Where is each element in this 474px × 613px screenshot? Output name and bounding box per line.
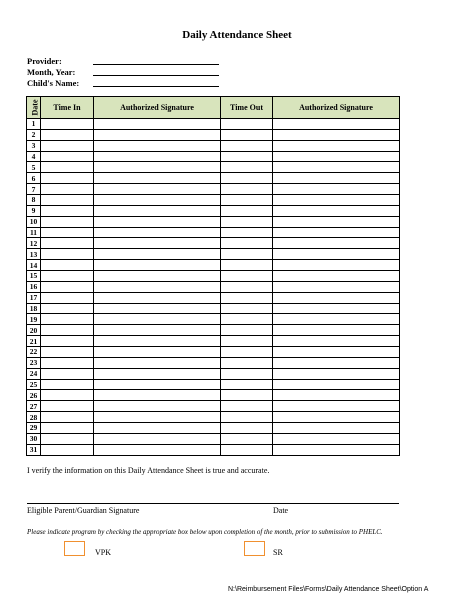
signature-in-cell[interactable] bbox=[94, 173, 221, 184]
verification-statement: I verify the information on this Daily Attendance Sheet is true and accurate. bbox=[27, 466, 270, 475]
signature-in-cell[interactable] bbox=[94, 184, 221, 195]
signature-in-cell[interactable] bbox=[94, 227, 221, 238]
signature-in-cell[interactable] bbox=[94, 249, 221, 260]
signature-in-cell[interactable] bbox=[94, 390, 221, 401]
signature-out-cell[interactable] bbox=[273, 216, 400, 227]
signature-in-cell[interactable] bbox=[94, 347, 221, 358]
time-in-cell[interactable] bbox=[41, 292, 94, 303]
childs-name-field[interactable] bbox=[93, 86, 219, 87]
signature-in-cell[interactable] bbox=[94, 238, 221, 249]
day-number-cell: 31 bbox=[27, 444, 41, 455]
table-row bbox=[27, 205, 400, 216]
signature-in-cell[interactable] bbox=[94, 162, 221, 173]
signature-out-cell[interactable] bbox=[273, 433, 400, 444]
time-out-cell[interactable] bbox=[221, 227, 273, 238]
vpk-label: VPK bbox=[95, 548, 112, 557]
table-row bbox=[27, 281, 400, 292]
time-in-cell[interactable] bbox=[41, 140, 94, 151]
time-out-cell[interactable] bbox=[221, 390, 273, 401]
table-row bbox=[27, 129, 400, 140]
month-year-label: Month, Year: bbox=[27, 67, 76, 77]
day-number-cell: 25 bbox=[27, 379, 41, 390]
table-row bbox=[27, 271, 400, 282]
time-out-cell[interactable] bbox=[221, 129, 273, 140]
table-row bbox=[27, 216, 400, 227]
signature-out-cell[interactable] bbox=[273, 119, 400, 130]
day-number-cell: 8 bbox=[27, 195, 41, 206]
day-number-cell: 1 bbox=[27, 119, 41, 130]
time-out-cell[interactable] bbox=[221, 357, 273, 368]
signature-out-cell[interactable] bbox=[273, 249, 400, 260]
signature-in-cell[interactable] bbox=[94, 357, 221, 368]
signature-out-cell[interactable] bbox=[273, 140, 400, 151]
table-row bbox=[27, 162, 400, 173]
day-number-cell: 9 bbox=[27, 205, 41, 216]
time-out-cell[interactable] bbox=[221, 303, 273, 314]
time-out-cell[interactable] bbox=[221, 271, 273, 282]
table-row bbox=[27, 292, 400, 303]
table-row bbox=[27, 303, 400, 314]
time-in-cell[interactable] bbox=[41, 281, 94, 292]
table-row bbox=[27, 119, 400, 130]
time-out-cell[interactable] bbox=[221, 195, 273, 206]
signature-in-cell[interactable] bbox=[94, 444, 221, 455]
table-row bbox=[27, 260, 400, 271]
time-out-cell[interactable] bbox=[221, 216, 273, 227]
table-row bbox=[27, 412, 400, 423]
day-number-cell: 4 bbox=[27, 151, 41, 162]
signature-out-cell[interactable] bbox=[273, 162, 400, 173]
time-in-cell[interactable] bbox=[41, 401, 94, 412]
day-number-cell: 23 bbox=[27, 357, 41, 368]
time-out-cell[interactable] bbox=[221, 379, 273, 390]
vpk-checkbox[interactable] bbox=[64, 541, 85, 556]
table-row bbox=[27, 433, 400, 444]
time-in-cell[interactable] bbox=[41, 433, 94, 444]
signature-in-cell[interactable] bbox=[94, 303, 221, 314]
time-in-cell[interactable] bbox=[41, 347, 94, 358]
time-out-cell[interactable] bbox=[221, 151, 273, 162]
provider-field[interactable] bbox=[93, 64, 219, 65]
time-out-cell[interactable] bbox=[221, 368, 273, 379]
time-out-cell[interactable] bbox=[221, 444, 273, 455]
time-out-cell[interactable] bbox=[221, 173, 273, 184]
day-number-cell: 3 bbox=[27, 140, 41, 151]
table-row bbox=[27, 423, 400, 434]
time-in-cell[interactable] bbox=[41, 314, 94, 325]
day-number-cell: 14 bbox=[27, 260, 41, 271]
day-number-cell: 16 bbox=[27, 281, 41, 292]
time-out-cell[interactable] bbox=[221, 347, 273, 358]
time-in-cell[interactable] bbox=[41, 205, 94, 216]
table-row bbox=[27, 227, 400, 238]
table-row bbox=[27, 336, 400, 347]
time-out-cell[interactable] bbox=[221, 423, 273, 434]
time-in-cell[interactable] bbox=[41, 444, 94, 455]
day-number-cell: 15 bbox=[27, 271, 41, 282]
authorized-signature-out-column-header: Authorized Signature bbox=[273, 97, 400, 119]
time-in-cell[interactable] bbox=[41, 184, 94, 195]
signature-in-cell[interactable] bbox=[94, 433, 221, 444]
signature-out-cell[interactable] bbox=[273, 347, 400, 358]
day-number-cell: 26 bbox=[27, 390, 41, 401]
time-in-cell[interactable] bbox=[41, 379, 94, 390]
day-number-cell: 24 bbox=[27, 368, 41, 379]
authorized-signature-in-column-header: Authorized Signature bbox=[94, 97, 221, 119]
time-in-cell[interactable] bbox=[41, 412, 94, 423]
time-in-cell[interactable] bbox=[41, 151, 94, 162]
time-in-cell[interactable] bbox=[41, 325, 94, 336]
signature-out-cell[interactable] bbox=[273, 368, 400, 379]
date-column-header: Date bbox=[27, 97, 41, 119]
day-number-cell: 17 bbox=[27, 292, 41, 303]
time-out-cell[interactable] bbox=[221, 281, 273, 292]
day-number-cell: 10 bbox=[27, 216, 41, 227]
time-in-cell[interactable] bbox=[41, 195, 94, 206]
signature-out-cell[interactable] bbox=[273, 151, 400, 162]
day-number-cell: 22 bbox=[27, 347, 41, 358]
signature-in-cell[interactable] bbox=[94, 216, 221, 227]
day-number-cell: 21 bbox=[27, 336, 41, 347]
signature-in-cell[interactable] bbox=[94, 423, 221, 434]
time-out-cell[interactable] bbox=[221, 249, 273, 260]
signature-in-cell[interactable] bbox=[94, 314, 221, 325]
signature-in-cell[interactable] bbox=[94, 119, 221, 130]
signature-out-cell[interactable] bbox=[273, 379, 400, 390]
time-out-cell[interactable] bbox=[221, 401, 273, 412]
time-in-cell[interactable] bbox=[41, 129, 94, 140]
day-number-cell: 6 bbox=[27, 173, 41, 184]
file-path-footer: N:\Reimbursement Files\Forms\Daily Attendance Sheet\Option A bbox=[228, 586, 429, 593]
signature-in-cell[interactable] bbox=[94, 336, 221, 347]
sr-label: SR bbox=[273, 548, 283, 557]
signature-out-cell[interactable] bbox=[273, 444, 400, 455]
signature-out-cell[interactable] bbox=[273, 423, 400, 434]
signature-out-cell[interactable] bbox=[273, 195, 400, 206]
time-out-cell[interactable] bbox=[221, 119, 273, 130]
time-out-column-header: Time Out bbox=[221, 97, 273, 119]
time-out-cell[interactable] bbox=[221, 238, 273, 249]
day-number-cell: 5 bbox=[27, 162, 41, 173]
signature-in-cell[interactable] bbox=[94, 368, 221, 379]
signature-in-cell[interactable] bbox=[94, 281, 221, 292]
signature-out-cell[interactable] bbox=[273, 281, 400, 292]
table-row bbox=[27, 238, 400, 249]
signature-out-cell[interactable] bbox=[273, 227, 400, 238]
time-in-cell[interactable] bbox=[41, 249, 94, 260]
table-header-row bbox=[27, 97, 400, 119]
time-out-cell[interactable] bbox=[221, 162, 273, 173]
day-number-cell: 30 bbox=[27, 433, 41, 444]
time-in-cell[interactable] bbox=[41, 336, 94, 347]
signature-in-cell[interactable] bbox=[94, 271, 221, 282]
day-number-cell: 7 bbox=[27, 184, 41, 195]
time-out-cell[interactable] bbox=[221, 325, 273, 336]
table-row bbox=[27, 379, 400, 390]
day-number-cell: 27 bbox=[27, 401, 41, 412]
time-in-cell[interactable] bbox=[41, 423, 94, 434]
signature-in-cell[interactable] bbox=[94, 379, 221, 390]
time-out-cell[interactable] bbox=[221, 412, 273, 423]
signature-in-cell[interactable] bbox=[94, 140, 221, 151]
time-out-cell[interactable] bbox=[221, 140, 273, 151]
parent-signature-label: Eligible Parent/Guardian Signature bbox=[27, 506, 140, 515]
signature-out-cell[interactable] bbox=[273, 238, 400, 249]
signature-in-cell[interactable] bbox=[94, 195, 221, 206]
table-row bbox=[27, 151, 400, 162]
signature-out-cell[interactable] bbox=[273, 357, 400, 368]
table-row bbox=[27, 184, 400, 195]
signature-out-cell[interactable] bbox=[273, 129, 400, 140]
time-in-cell[interactable] bbox=[41, 173, 94, 184]
signature-in-cell[interactable] bbox=[94, 151, 221, 162]
table-row bbox=[27, 357, 400, 368]
day-number-cell: 28 bbox=[27, 412, 41, 423]
signature-in-cell[interactable] bbox=[94, 292, 221, 303]
signature-out-cell[interactable] bbox=[273, 390, 400, 401]
signature-line[interactable] bbox=[27, 503, 399, 504]
table-row bbox=[27, 390, 400, 401]
time-in-cell[interactable] bbox=[41, 162, 94, 173]
childs-name-label: Child's Name: bbox=[27, 78, 80, 88]
time-in-cell[interactable] bbox=[41, 119, 94, 130]
table-row bbox=[27, 347, 400, 358]
signature-out-cell[interactable] bbox=[273, 260, 400, 271]
time-in-column-header: Time In bbox=[41, 97, 94, 119]
time-in-cell[interactable] bbox=[41, 303, 94, 314]
day-number-cell: 12 bbox=[27, 238, 41, 249]
time-out-cell[interactable] bbox=[221, 314, 273, 325]
signature-out-cell[interactable] bbox=[273, 292, 400, 303]
signature-out-cell[interactable] bbox=[273, 325, 400, 336]
date-label: Date bbox=[273, 506, 289, 515]
time-in-cell[interactable] bbox=[41, 271, 94, 282]
table-row bbox=[27, 195, 400, 206]
provider-label: Provider: bbox=[27, 56, 62, 66]
table-row bbox=[27, 325, 400, 336]
table-row bbox=[27, 249, 400, 260]
time-in-cell[interactable] bbox=[41, 227, 94, 238]
signature-out-cell[interactable] bbox=[273, 336, 400, 347]
signature-out-cell[interactable] bbox=[273, 205, 400, 216]
signature-in-cell[interactable] bbox=[94, 325, 221, 336]
page-title: Daily Attendance Sheet bbox=[182, 29, 292, 41]
signature-out-cell[interactable] bbox=[273, 271, 400, 282]
signature-out-cell[interactable] bbox=[273, 412, 400, 423]
signature-in-cell[interactable] bbox=[94, 412, 221, 423]
signature-out-cell[interactable] bbox=[273, 303, 400, 314]
day-number-cell: 19 bbox=[27, 314, 41, 325]
time-out-cell[interactable] bbox=[221, 205, 273, 216]
signature-in-cell[interactable] bbox=[94, 401, 221, 412]
time-out-cell[interactable] bbox=[221, 260, 273, 271]
signature-in-cell[interactable] bbox=[94, 205, 221, 216]
time-in-cell[interactable] bbox=[41, 216, 94, 227]
time-in-cell[interactable] bbox=[41, 368, 94, 379]
table-row bbox=[27, 401, 400, 412]
table-row bbox=[27, 368, 400, 379]
day-number-cell: 29 bbox=[27, 423, 41, 434]
attendance-table bbox=[26, 96, 400, 456]
time-in-cell[interactable] bbox=[41, 238, 94, 249]
time-out-cell[interactable] bbox=[221, 336, 273, 347]
table-row bbox=[27, 444, 400, 455]
day-number-cell: 18 bbox=[27, 303, 41, 314]
time-in-cell[interactable] bbox=[41, 390, 94, 401]
signature-out-cell[interactable] bbox=[273, 314, 400, 325]
time-out-cell[interactable] bbox=[221, 433, 273, 444]
signature-in-cell[interactable] bbox=[94, 260, 221, 271]
time-out-cell[interactable] bbox=[221, 292, 273, 303]
signature-out-cell[interactable] bbox=[273, 173, 400, 184]
table-row bbox=[27, 140, 400, 151]
day-number-cell: 2 bbox=[27, 129, 41, 140]
time-in-cell[interactable] bbox=[41, 357, 94, 368]
signature-out-cell[interactable] bbox=[273, 401, 400, 412]
day-number-cell: 11 bbox=[27, 227, 41, 238]
month-year-field[interactable] bbox=[93, 75, 219, 76]
table-row bbox=[27, 173, 400, 184]
day-number-cell: 13 bbox=[27, 249, 41, 260]
time-out-cell[interactable] bbox=[221, 184, 273, 195]
sr-checkbox[interactable] bbox=[244, 541, 265, 556]
table-row bbox=[27, 314, 400, 325]
signature-in-cell[interactable] bbox=[94, 129, 221, 140]
time-in-cell[interactable] bbox=[41, 260, 94, 271]
program-instructions: Please indicate program by checking the appropriate box below upon completion of the month, prior to submission to PHELC. bbox=[27, 528, 383, 536]
day-number-cell: 20 bbox=[27, 325, 41, 336]
signature-out-cell[interactable] bbox=[273, 184, 400, 195]
